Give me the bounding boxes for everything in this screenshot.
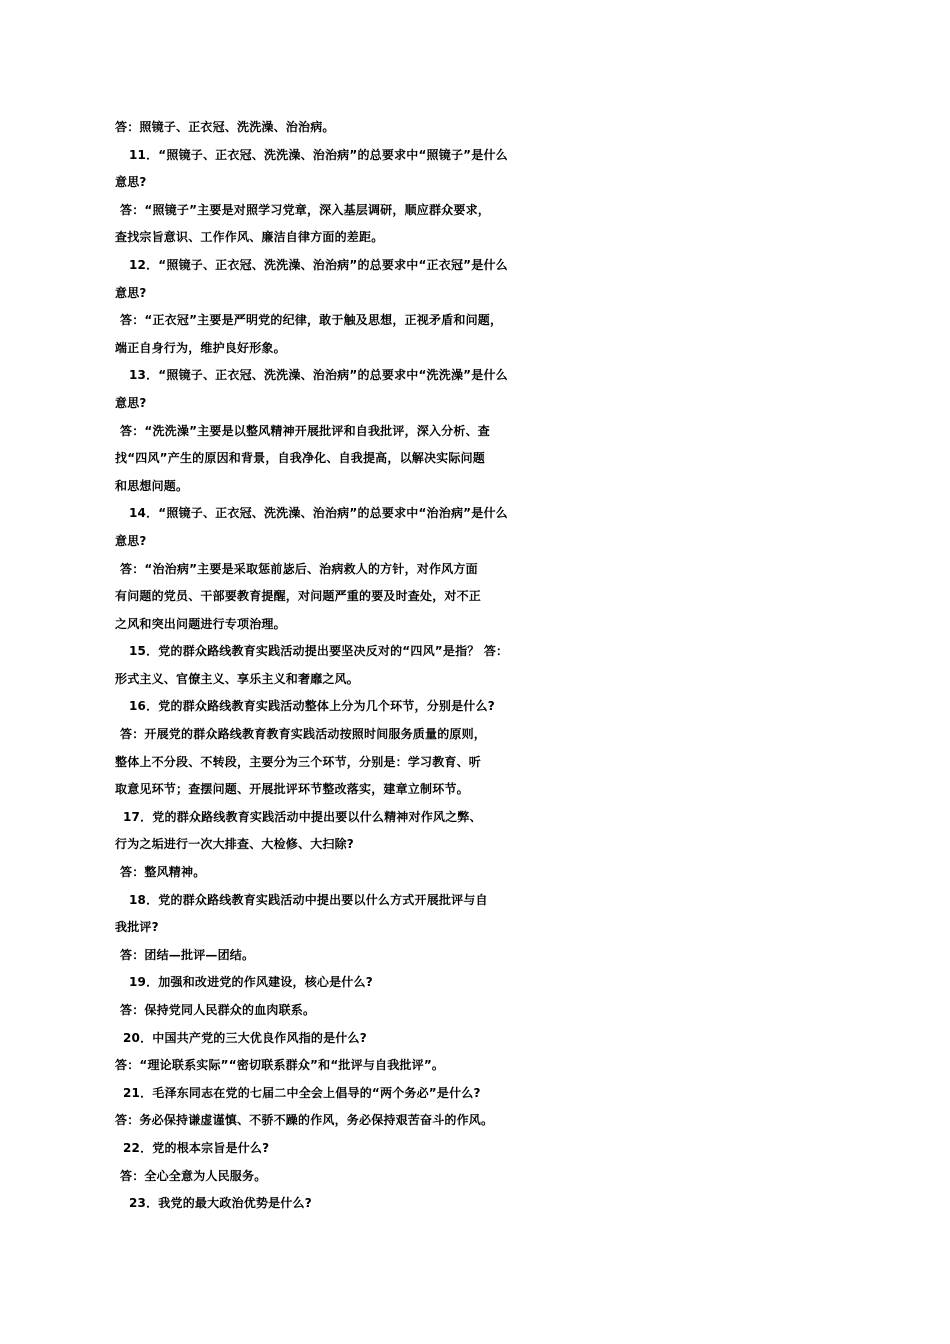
answer-line: 答：“正衣冠”主要是严明党的纪律，敢于触及思想，正视矛盾和问题， — [120, 313, 503, 328]
question-line: 12．“照镜子、正衣冠、洗洗澡、治治病”的总要求中“正衣冠”是什么 — [129, 257, 508, 272]
text-line: 整体上不分段、不转段，主要分为三个环节，分别是：学习教育、听 — [115, 754, 482, 769]
question-line: 14．“照镜子、正衣冠、洗洗澡、治治病”的总要求中“治治病”是什么 — [129, 506, 508, 521]
question-line: 21．毛泽东同志在党的七届二中全会上倡导的“两个务必”是什么? — [123, 1085, 481, 1100]
question-line: 16．党的群众路线教育实践活动整体上分为几个环节，分别是什么? — [129, 699, 495, 714]
question-line: 11．“照镜子、正衣冠、洗洗澡、治治病”的总要求中“照镜子”是什么 — [129, 147, 508, 162]
question-line: 22．党的根本宗旨是什么? — [123, 1140, 270, 1155]
answer-line: 答：务必保持谦虚谨慎、不骄不躁的作风，务必保持艰苦奋斗的作风。 — [115, 1113, 494, 1128]
text-line: 意思? — [115, 533, 147, 548]
answer-line: 答：整风精神。 — [120, 865, 206, 880]
text-line: 有问题的党员、干部要教育提醒，对问题严重的要及时查处，对不正 — [115, 589, 482, 604]
text-line: 端正自身行为，维护良好形象。 — [115, 340, 286, 355]
answer-line: 答：“照镜子”主要是对照学习党章，深入基层调研，顺应群众要求， — [120, 202, 490, 217]
text-line: 意思? — [115, 285, 147, 300]
text-line: 行为之垢进行一次大排查、大检修、大扫除? — [115, 837, 354, 852]
question-line: 15．党的群众路线教育实践活动提出要坚决反对的“四风”是指？ 答： — [129, 644, 509, 659]
question-line: 17．党的群众路线教育实践活动中提出要以什么精神对作风之弊、 — [123, 809, 482, 824]
answer-line: 答：团结—批评—团结。 — [120, 947, 255, 962]
document-text — [115, 114, 845, 1218]
text-line: 和思想问题。 — [115, 478, 189, 493]
text-line: 意思? — [115, 175, 147, 190]
answer-line: 答：“洗洗澡”主要是以整风精神开展批评和自我批评，深入分析、查 — [120, 423, 490, 438]
text-line: 查找宗旨意识、工作作风、廉洁自律方面的差距。 — [115, 230, 384, 245]
text-line: 答：照镜子、正衣冠、洗洗澡、治治病。 — [115, 120, 335, 134]
text-line: 之风和突出问题进行专项治理。 — [115, 616, 286, 631]
answer-line: 答：“理论联系实际”“密切联系群众”和“批评与自我批评”。 — [115, 1058, 445, 1073]
question-line: 23．我党的最大政治优势是什么? — [129, 1196, 312, 1211]
question-line: 20．中国共产党的三大优良作风指的是什么? — [123, 1030, 367, 1045]
answer-line: 答：“治治病”主要是采取惩前毖后、治病救人的方针，对作风方面 — [120, 561, 478, 576]
text-line: 意思? — [115, 395, 147, 410]
question-line: 13．“照镜子、正衣冠、洗洗澡、治治病”的总要求中“洗洗澡”是什么 — [129, 368, 508, 383]
answer-line: 答：保持党同人民群众的血肉联系。 — [120, 1003, 316, 1017]
question-line: 19．加强和改进党的作风建设，核心是什么? — [129, 975, 373, 990]
answer-line: 答：开展党的群众路线教育教育实践活动按照时间服务质量的原则， — [120, 727, 487, 742]
answer-line: 答：全心全意为人民服务。 — [120, 1168, 267, 1183]
text-line: 我批评? — [115, 920, 159, 935]
text-line: 找“四风”产生的原因和背景，自我净化、自我提高，以解决实际问题 — [115, 451, 485, 466]
text-line: 取意见环节；查摆问题、开展批评环节整改落实，建章立制环节。 — [115, 782, 469, 797]
question-line: 18．党的群众路线教育实践活动中提出要以什么方式开展批评与自 — [129, 892, 488, 907]
text-line: 形式主义、官僚主义、享乐主义和奢靡之风。 — [115, 671, 360, 686]
